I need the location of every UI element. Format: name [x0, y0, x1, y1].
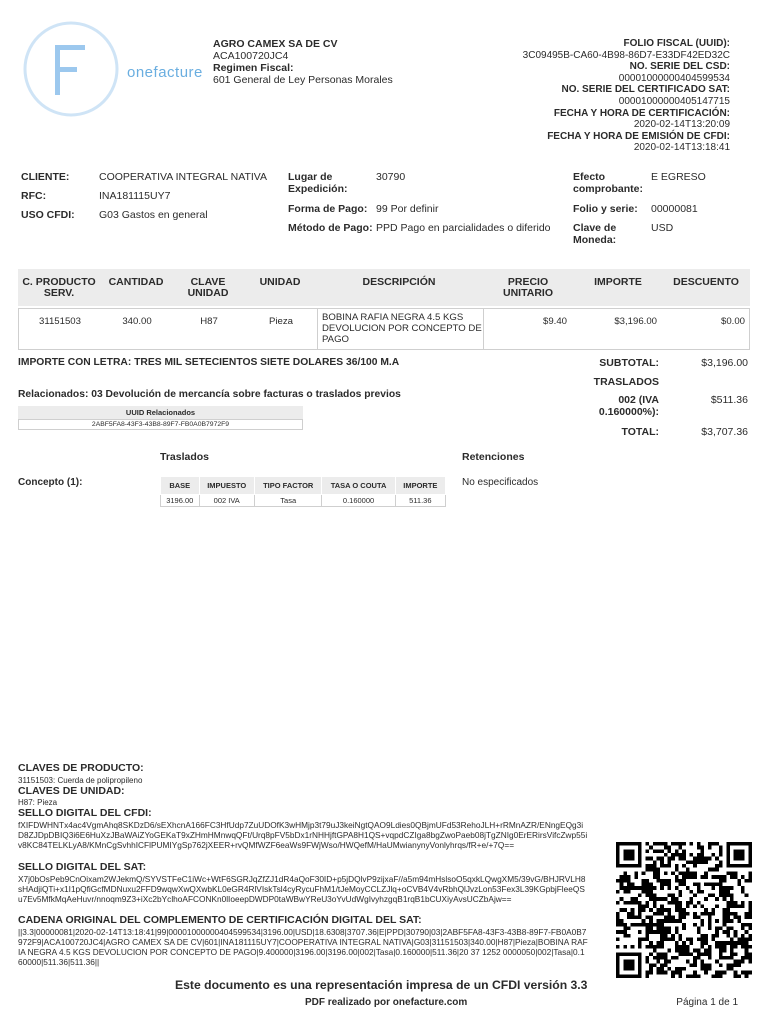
sello-sat-value: X7j0bOsPeb9CnOixam2WJekmQ/SYVSTFeC1iWc+WtF6SGRJqZfZJ1dR4aQoF30ID+p5jDQlvP9zijxaF//a5m94mHslsoO5qxkLQwgXM5/39vG/BHJRVLH8sHAdjiQTi+x1I1pQfiGcfMDNuxu2FFD9wqwXwQXwbKL0eGR4RlVIskTsl4cyRycuFhM1/tJeMoyCCLZJlq+oCVB4V4vRbhQlJvzLon53Fex3L39KGpbjFleeQSu7Ev5MfkMqAeHuvr/nnoqm9Z3+iXc2bYclhoAFCONKn0lIoeepDWDP0taWBwYReU3oYvUdWgIvyhzgqB1rqB1bCUXiyAvsUCZbAjw== [18, 874, 586, 904]
concepts-table-header [18, 269, 750, 306]
iva-value: $511.36 [710, 394, 748, 406]
cell-cantidad: 340.00 [122, 316, 152, 327]
table-row [161, 495, 446, 507]
emisor-name: AGRO CAMEX SA DE CV [213, 38, 338, 50]
subtotal-value: $3,196.00 [701, 357, 748, 369]
th-cantidad: CANTIDAD [108, 276, 164, 288]
row-divider [317, 309, 318, 350]
th-descripcion: DESCRIPCIÓN [362, 276, 436, 288]
company-logo [22, 20, 120, 118]
fiscal-block [400, 38, 730, 154]
th-base: BASE [161, 477, 200, 495]
efecto-value: E EGRESO [651, 171, 706, 183]
relacionados-text: Relacionados: 03 Devolución de mercancía sobre facturas o traslados previos [18, 389, 401, 400]
lugar-label [288, 171, 348, 195]
sello-sat-title: SELLO DIGITAL DEL SAT: [18, 861, 147, 873]
th-clave-line2: UNIDAD [187, 287, 229, 299]
th-producto-line2: SERV. [43, 287, 75, 299]
th-precio-line1: PRECIO [507, 276, 549, 288]
iva-label [599, 394, 659, 418]
logo-f-icon [22, 20, 120, 118]
moneda-label-line1: Clave de [573, 222, 617, 234]
rfc-label: RFC: [21, 190, 47, 202]
certificacion-label: FECHA Y HORA DE CERTIFICACIÓN: [553, 107, 730, 119]
total-value: $3,707.36 [701, 426, 748, 438]
pdf-credit: PDF realizado por onefacture.com [305, 997, 468, 1008]
qr-code [616, 842, 752, 978]
cell-tasa: 0.160000 [322, 495, 395, 507]
lugar-label-line1: Lugar de [288, 171, 333, 183]
cliente-value: COOPERATIVA INTEGRAL NATIVA [99, 171, 268, 183]
concepto-label: Concepto (1): [18, 477, 83, 488]
forma-pago-value: 99 Por definir [376, 203, 439, 215]
subtotal-label: SUBTOTAL: [599, 357, 659, 369]
uuid-relacionados-table [18, 406, 303, 430]
lugar-value: 30790 [376, 171, 406, 183]
th-clave [172, 277, 244, 299]
folio-fiscal-label: FOLIO FISCAL (UUID): [623, 38, 730, 49]
efecto-label-line1: Efecto [573, 171, 606, 183]
cell-producto: 31151503 [39, 316, 81, 327]
uso-cfdi-value: G03 Gastos en general [99, 209, 208, 221]
th-producto-line1: C. PRODUCTO [22, 276, 96, 288]
moneda-label-line2: Moneda: [573, 234, 617, 246]
emisor-rfc: ACA100720JC4 [213, 50, 289, 62]
certificacion-value: 2020-02-14T13:20:09 [633, 119, 730, 131]
cell-clave: H87 [200, 316, 218, 327]
cell-unidad: Pieza [269, 316, 293, 327]
th-importe: IMPORTE [594, 276, 642, 288]
traslados-total-label: TRASLADOS [593, 376, 659, 388]
moneda-value: USD [651, 222, 674, 234]
cell-tipo-factor: Tasa [254, 495, 321, 507]
regimen-label: Regimen Fiscal: [213, 62, 294, 74]
th-precio [482, 277, 574, 299]
th-clave-line1: CLAVE [190, 276, 226, 288]
csd-value: 00001000000404599534 [618, 72, 730, 84]
folio-fiscal-value: 3C09495B-CA60-4B98-86D7-E33DF42ED32C [522, 49, 730, 61]
descripcion-line2: DEVOLUCION POR CONCEPTO DE [322, 323, 482, 334]
traslados-header-row [161, 477, 446, 495]
folio-serie-value: 00000081 [651, 203, 698, 215]
th-producto [18, 277, 100, 299]
representacion-impresa: Este documento es una representación impresa de un CFDI versión 3.3 [175, 978, 588, 992]
cell-importe: $3,196.00 [614, 316, 657, 327]
cadena-original-value: ||3.3|00000081|2020-02-14T13:18:41|99|00001000000404599534|3196.00|USD|18.6308|3707.36|E|PPD|30790|03|2ABF5FA8-43F3-43B8-89F7-FB0A0B7972F9|ACA100720JC4|AGRO CAMEX SA DE CV|601|INA181115UY7|COOPERATIVA INTEGRAL NATIVA|G03|31151503|340.00|H87|Pieza|BOBINA RAFIA NEGRA 4.5 KGS DEVOLUCION POR CONCEPTO DE PAGO|9.400000|3196.00|3196.00|002|Tasa|0.160000|511.36|20 37 1252 0000050|002|Tasa|0.160000|511.36|511.36|| [18, 927, 588, 967]
cell-impuesto: 002 IVA [199, 495, 254, 507]
regimen-value: 601 General de Ley Personas Morales [213, 74, 393, 86]
iva-label-line2: 0.160000%): [598, 406, 659, 418]
page-number: Página 1 de 1 [676, 997, 738, 1008]
th-tasa: TASA O COUTA [322, 477, 395, 495]
metodo-pago-label: Método de Pago: [288, 222, 373, 234]
metodo-pago-value: PPD Pago en parcialidades o diferido [376, 222, 551, 234]
th-precio-line2: UNITARIO [503, 287, 553, 299]
th-unidad: UNIDAD [259, 276, 301, 288]
emision-label: FECHA Y HORA DE EMISIÓN DE CFDI: [547, 130, 730, 142]
th-tipo-factor: TIPO FACTOR [254, 477, 321, 495]
traslados-title: Traslados [160, 451, 210, 463]
th-impuesto: IMPUESTO [199, 477, 254, 495]
uuid-relacionados-header: UUID Relacionados [18, 406, 303, 419]
lugar-label-line2: Expedición: [288, 183, 348, 195]
claves-producto-title: CLAVES DE PRODUCTO: [18, 762, 144, 774]
sello-cfdi-title: SELLO DIGITAL DEL CFDI: [18, 807, 152, 819]
efecto-label [573, 171, 643, 195]
th-importe-impuesto: IMPORTE [395, 477, 445, 495]
descripcion-line3: PAGO [322, 334, 350, 345]
total-label: TOTAL: [621, 426, 659, 438]
th-descuento: DESCUENTO [673, 276, 739, 288]
uso-cfdi-label: USO CFDI: [21, 209, 75, 221]
retenciones-value: No especificados [462, 477, 539, 488]
uuid-relacionados-value: 2ABF5FA8-43F3-43B8-89F7-FB0A0B7972F9 [18, 419, 303, 430]
csd-label: NO. SERIE DEL CSD: [629, 61, 730, 73]
forma-pago-label: Forma de Pago: [288, 203, 368, 215]
retenciones-title: Retenciones [462, 451, 525, 463]
brand-name: onefacture [127, 64, 203, 81]
cell-precio: $9.40 [542, 316, 567, 327]
descripcion-line1: BOBINA RAFIA NEGRA 4.5 KGS [322, 312, 464, 323]
importe-con-letra: IMPORTE CON LETRA: TRES MIL SETECIENTOS SIETE DOLARES 36/100 M.A [18, 357, 400, 368]
sat-cert-label: NO. SERIE DEL CERTIFICADO SAT: [561, 84, 730, 96]
emisor-block [213, 38, 393, 86]
iva-label-line1: 002 (IVA [618, 394, 659, 406]
table-row [18, 308, 750, 350]
cell-descuento: $0.00 [720, 316, 745, 327]
moneda-label [573, 222, 616, 246]
folio-serie-label: Folio y serie: [573, 203, 638, 215]
rfc-value: INA181115UY7 [99, 190, 171, 202]
emision-value: 2020-02-14T13:18:41 [633, 142, 730, 154]
claves-unidad-value: H87: Pieza [18, 798, 58, 807]
claves-unidad-title: CLAVES DE UNIDAD: [18, 785, 125, 797]
traslados-table [160, 476, 446, 507]
cadena-original-title: CADENA ORIGINAL DEL COMPLEMENTO DE CERTIFICACIÓN DIGITAL DEL SAT: [18, 914, 422, 926]
cell-descripcion [322, 312, 482, 345]
efecto-label-line2: comprobante: [573, 183, 644, 195]
qr-code-icon [616, 842, 752, 978]
sat-cert-value: 00001000000405147715 [618, 95, 730, 107]
cell-base: 3196.00 [161, 495, 200, 507]
claves-producto-value: 31151503: Cuerda de polipropileno [18, 776, 143, 785]
cliente-label: CLIENTE: [21, 171, 70, 183]
sello-cfdi-value: fXIFDWHNTx4ac4VgmAhq8SKDzD6/sEXhcnA166FC3HfUdp7ZuUDOfK3wHMjp3t79uJ3keiNgtQAO9Ldies0QBjmUFd53RehoJLH+rRMnAZR/ENngEQg3iD8ZJDpDBIQ3i6E6HuXzJBaWAiZYoGEKaT9xZHmHMnwqQFt/Urq8pFV5bDx1rNHHjftGPA8H1QS+vqpdCZIga8bgZwoPaeb08jTgZNIg0ErERirsVifcZwp55iv8KC84TELKLyA8/KMnCgSvhhICFlPUMIYgSp762jXEER+rvQMfWZF6eaWs9FWjWso/HWQefM/HaUMwianynyVonlyhrqs/fR+e/+7Q== [18, 820, 588, 850]
cell-importe-impuesto: 511.36 [395, 495, 445, 507]
